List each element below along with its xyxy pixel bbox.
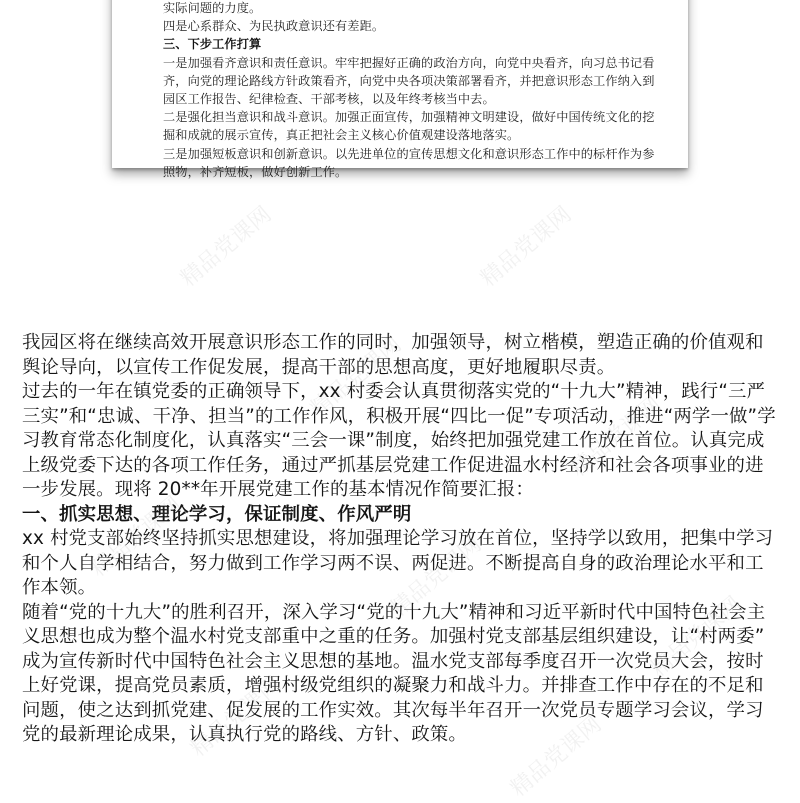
text-line: 齐，向党的理论路线方针政策看齐，向党中央各项决策部署看齐，并把意识形态工作纳入到 (163, 73, 655, 88)
text-line: 照物，补齐短板，做好创新工作。 (163, 164, 348, 179)
text-line: 实际问题的力度。 (163, 1, 262, 15)
watermark-text: 精品党课网 (176, 202, 277, 292)
text-line: 一步发展。现将 20**年开展党建工作的基本情况作简要汇报： (22, 479, 534, 500)
text-line: 我园区将在继续高效开展意识形态工作的同时，加强领导，树立楷模，塑造正确的价值观和 (22, 332, 764, 353)
watermark-text: 精品党课网 (386, 532, 487, 622)
text-line: 党的最新理论成果，认真执行党的路线、方针、政策。 (22, 724, 467, 745)
watermark-text: 精品党课网 (306, 332, 407, 422)
document-body (22, 331, 792, 748)
text-line: 上级党委下达的各项工作任务，通过严抓基层党建工作促进温水村经济和社会各项事业的进 (22, 454, 764, 476)
card-text (163, 0, 655, 181)
text-line: 成为宣传新时代中国特色社会主义思想的基地。温水党支部每季度召开一次党员大会，按时 (22, 650, 764, 672)
section-heading: 一、抓实思想、理论学习，保证制度、作风严明 (22, 503, 412, 525)
text-line: 掘和成就的展示宣传，真正把社会主义核心价值观建设落地落实。 (163, 128, 520, 143)
text-line: 园区工作报告、纪律检查、干部考核，以及年终考核当中去。 (163, 91, 495, 106)
watermark-text: 精品党课网 (646, 592, 747, 682)
text-line: 上好党课，提高党员素质，增强村级党组织的凝聚力和战斗力。并排查工作中存在的不足和 (22, 675, 764, 696)
text-line: 过去的一年在镇党委的正确领导下，xx 村委会认真贯彻落实党的“十九大”精神，践行“三严 (22, 381, 766, 402)
watermark-text: 精品党课网 (86, 492, 187, 582)
text-line: 三实”和“忠诚、干净、担当”的工作作风，积极开展“四比一促”专项活动，推进“两学一做”学 (22, 405, 776, 427)
text-line: 义思想也成为整个温水村党支部重中之重的任务。加强村党支部基层组织建设，让“村两委” (22, 626, 765, 647)
text-line: 三是加强短板意识和创新意识。以先进单位的宣传思想文化和意识形态工作中的标杆作为参 (163, 146, 655, 161)
text-line: 四是心系群众、为民执政意识还有差距。 (163, 19, 385, 34)
text-line: 习教育常态化制度化，认真落实“三会一课”制度，始终把加强党建工作放在首位。认真完成 (22, 430, 765, 451)
document-preview-card (112, 0, 688, 179)
text-line: 舆论导向，以宣传工作促发展，提高干部的思想高度，更好地履职尽责。 (22, 356, 616, 378)
watermark-text: 精品党课网 (476, 202, 577, 292)
watermark-text: 精品党课网 (186, 672, 287, 762)
section-heading: 三、下步工作打算 (163, 37, 262, 52)
text-line: 一是加强看齐意识和责任意识。牢牢把握好正确的政治方向，向党中央看齐，向习总书记看 (163, 55, 655, 70)
text-line: 问题，使之达到抓党建、促发展的工作实效。其次每半年召开一次党员专题学习会议，学习 (22, 699, 764, 721)
watermark-text: 精品党课网 (506, 712, 607, 802)
watermark-text: 精品党课网 (566, 392, 667, 482)
text-line: 二是强化担当意识和战斗意识。加强正面宣传，加强精神文明建设，做好中国传统文化的挖 (163, 110, 655, 125)
text-line: 和个人自学相结合，努力做到工作学习两不误、两促进。不断提高自身的政治理论水平和工 (22, 552, 764, 574)
text-line: 随着“党的十九大”的胜利召开，深入学习“党的十九大”精神和习近平新时代中国特色社会主 (22, 601, 766, 623)
text-line: xx 村党支部始终坚持抓实思想建设，将加强理论学习放在首位，坚持学以致用，把集中学习 (22, 528, 774, 549)
text-line: 作本领。 (22, 577, 97, 598)
